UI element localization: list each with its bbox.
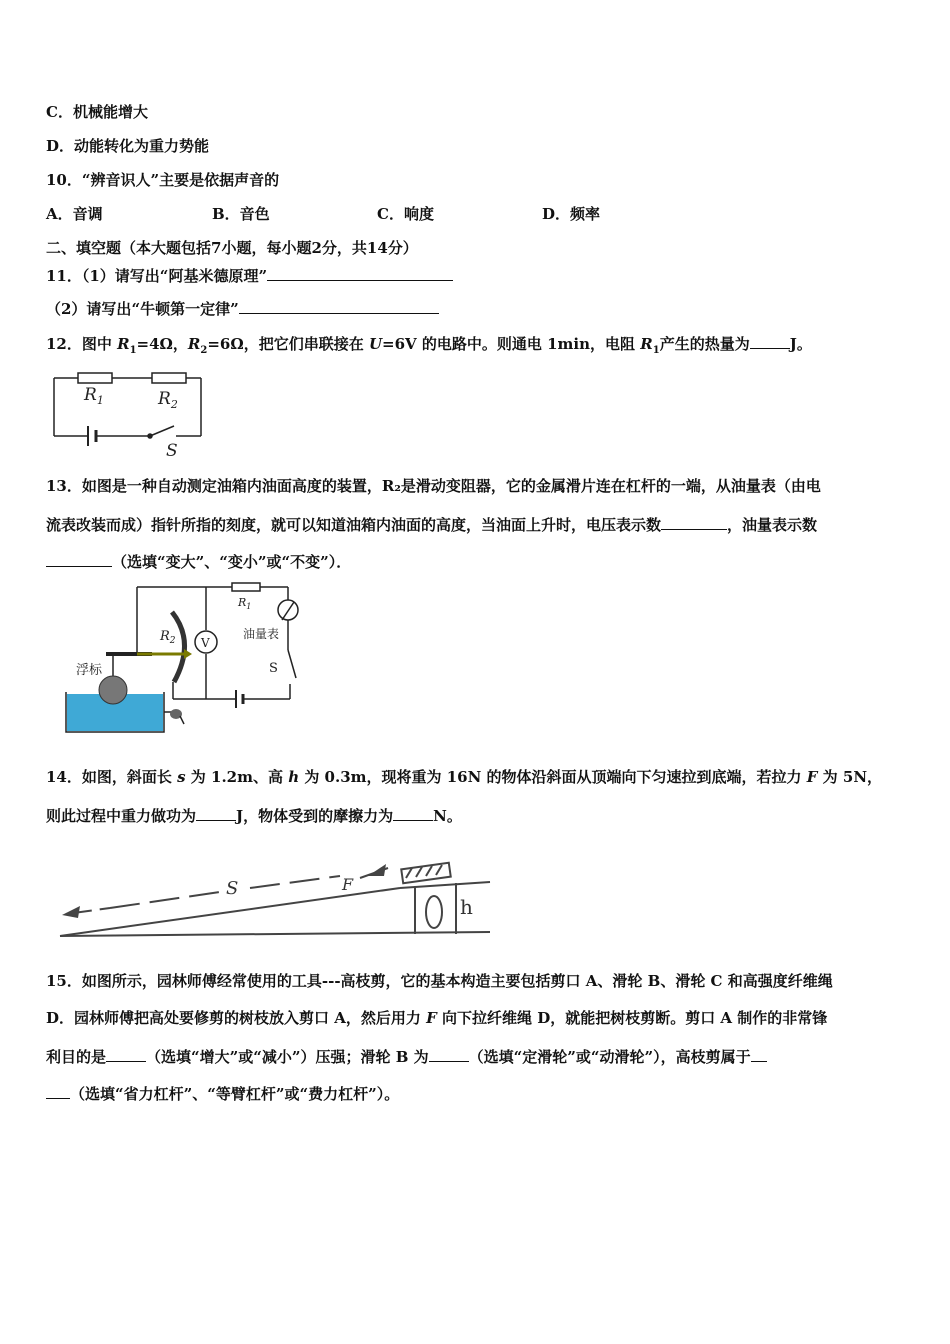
q11-part2-blank xyxy=(239,297,439,314)
q12-fig-r1-label: $R_1$ xyxy=(84,385,104,407)
q14-line2-text-c: N。 xyxy=(433,807,462,825)
q15-line4 xyxy=(46,1082,399,1104)
q14-line2-text-b: J，物体受到的摩擦力为 xyxy=(236,807,394,825)
q10-option-b: B．音色 xyxy=(212,205,270,223)
q12-fig-r2-label: $R_2$ xyxy=(158,389,178,411)
q14-fig-s-label: S xyxy=(226,878,239,899)
q10-option-a: A．音调 xyxy=(46,205,103,223)
q14-blank-1 xyxy=(196,804,236,821)
q15-line2 xyxy=(46,1008,827,1028)
q12-text-a: 12．图中 xyxy=(46,335,118,353)
q14-s: s xyxy=(177,768,186,786)
q15-blank-2 xyxy=(429,1045,469,1062)
q11-part1-blank xyxy=(267,264,453,281)
q15-line3 xyxy=(46,1045,767,1067)
q14-text-a: 14．如图，斜面长 xyxy=(46,768,178,786)
q12-text-e: 产生的热量为 xyxy=(659,335,750,353)
q9-option-c: C．机械能增大 xyxy=(46,103,148,121)
q12-r2: R xyxy=(187,335,201,353)
q13-line1: 13．如图是一种自动测定油箱内油面高度的装置，R₂是滑动变阻器，它的金属滑片连在杠杆的一端，从油量表（由电 xyxy=(46,477,821,495)
q13-fig-switch-label: S xyxy=(269,661,278,676)
q15-blank-3b xyxy=(46,1082,70,1099)
q12-text-b: =4Ω， xyxy=(136,335,188,353)
q15-line2-text-a: D．园林师傅把高处要修剪的树枝放入剪口 A，然后用力 xyxy=(46,1009,427,1027)
q13-fig-float-label: 浮标 xyxy=(76,663,103,678)
q12-r1b: R xyxy=(640,335,653,353)
q12-u: U xyxy=(368,335,383,353)
q12-circuit-diagram xyxy=(48,364,208,460)
q10-option-d: D．频率 xyxy=(542,205,601,223)
section-2-title: 二、填空题（本大题包括7小题，每小题2分，共14分） xyxy=(46,239,418,257)
q12-text-f: J。 xyxy=(789,335,812,353)
q14-fig-h-label: h xyxy=(460,895,473,919)
q14-line2-text-a: 则此过程中重力做功为 xyxy=(46,807,197,825)
q13-fig-gauge-label: 油量表 xyxy=(243,627,280,641)
q14-text-b: 为 1.2m、高 xyxy=(185,768,289,786)
q11-part2 xyxy=(46,297,439,319)
q13-blank-1 xyxy=(661,513,727,530)
q12-stem xyxy=(46,332,812,361)
q12-fig-switch-label: S xyxy=(166,441,178,460)
q15-line2-text-b: 向下拉纤维绳 D，就能把树枝剪断。剪口 A 制作的非常锋 xyxy=(436,1009,828,1027)
q15-line3-text-c: （选填“定滑轮”或“动滑轮”），高枝剪属于 xyxy=(468,1048,751,1066)
q13-oil-gauge-diagram xyxy=(60,582,310,738)
q15-blank-1 xyxy=(106,1045,146,1062)
q13-line2 xyxy=(46,513,817,535)
q14-text-c: 为 0.3m，现将重为 16N 的物体沿斜面从顶端向下匀速拉到底端，若拉力 xyxy=(299,768,807,786)
q13-blank-2 xyxy=(46,550,112,567)
q13-float-ball xyxy=(99,676,127,704)
q11-part2-text: （2）请写出“牛顿第一定律” xyxy=(46,300,239,318)
q12-r1b-sub: 1 xyxy=(652,345,660,356)
q12-r1: R xyxy=(117,335,130,353)
q14-incline-diagram xyxy=(50,848,496,948)
q15-line1: 15．如图所示，园林师傅经常使用的工具---高枝剪，它的基本构造主要包括剪口 A、滑轮 B、滑轮 C 和高强度纤维绳 xyxy=(46,972,833,990)
q15-line3-text-a: 利目的是 xyxy=(46,1048,107,1066)
q15-blank-3a xyxy=(751,1045,767,1062)
q13-line2-text-b: ，油量表示数 xyxy=(727,516,818,534)
q13-line3-text: （选填“变大”、“变小”或“不变”）． xyxy=(112,553,352,571)
q14-line1 xyxy=(46,767,882,787)
q15-f: F xyxy=(426,1009,437,1027)
q11-part1 xyxy=(46,264,453,286)
q15-line4-text: （选填“省力杠杆”、“等臂杠杆”或“费力杠杆”）。 xyxy=(70,1085,400,1103)
q14-h: h xyxy=(288,768,300,786)
q14-blank-2 xyxy=(393,804,433,821)
q13-fig-r2-label: $R_2$ xyxy=(160,629,176,646)
q12-text-c: =6Ω，把它们串联接在 xyxy=(207,335,369,353)
q12-text-d: =6V 的电路中。则通电 1min，电阻 xyxy=(382,335,641,353)
q12-blank xyxy=(750,332,790,349)
q12-r2-sub: 2 xyxy=(200,345,208,356)
q9-option-d: D．动能转化为重力势能 xyxy=(46,137,210,155)
q14-line2 xyxy=(46,804,462,826)
q14-fig-f-label: F xyxy=(342,875,354,894)
q11-part1-text: 11．（1）请写出“阿基米德原理” xyxy=(46,267,268,285)
q13-line3 xyxy=(46,550,351,572)
q13-line2-text-a: 流表改装而成）指针所指的刻度，就可以知道油箱内油面的高度，当油面上升时，电压表示数 xyxy=(46,516,662,534)
q12-r1-sub: 1 xyxy=(129,345,137,356)
q10-stem: 10．“辨音识人”主要是依据声音的 xyxy=(46,171,280,189)
q15-line3-text-b: （选填“增大”或“减小”）压强；滑轮 B 为 xyxy=(146,1048,429,1066)
q10-option-c: C．响度 xyxy=(377,205,434,223)
q13-fig-voltmeter-label: V xyxy=(201,636,210,650)
q14-text-d: 为 5N， xyxy=(817,768,883,786)
q14-f: F xyxy=(806,768,818,786)
q13-fig-r1-label: $R_1$ xyxy=(238,596,252,611)
